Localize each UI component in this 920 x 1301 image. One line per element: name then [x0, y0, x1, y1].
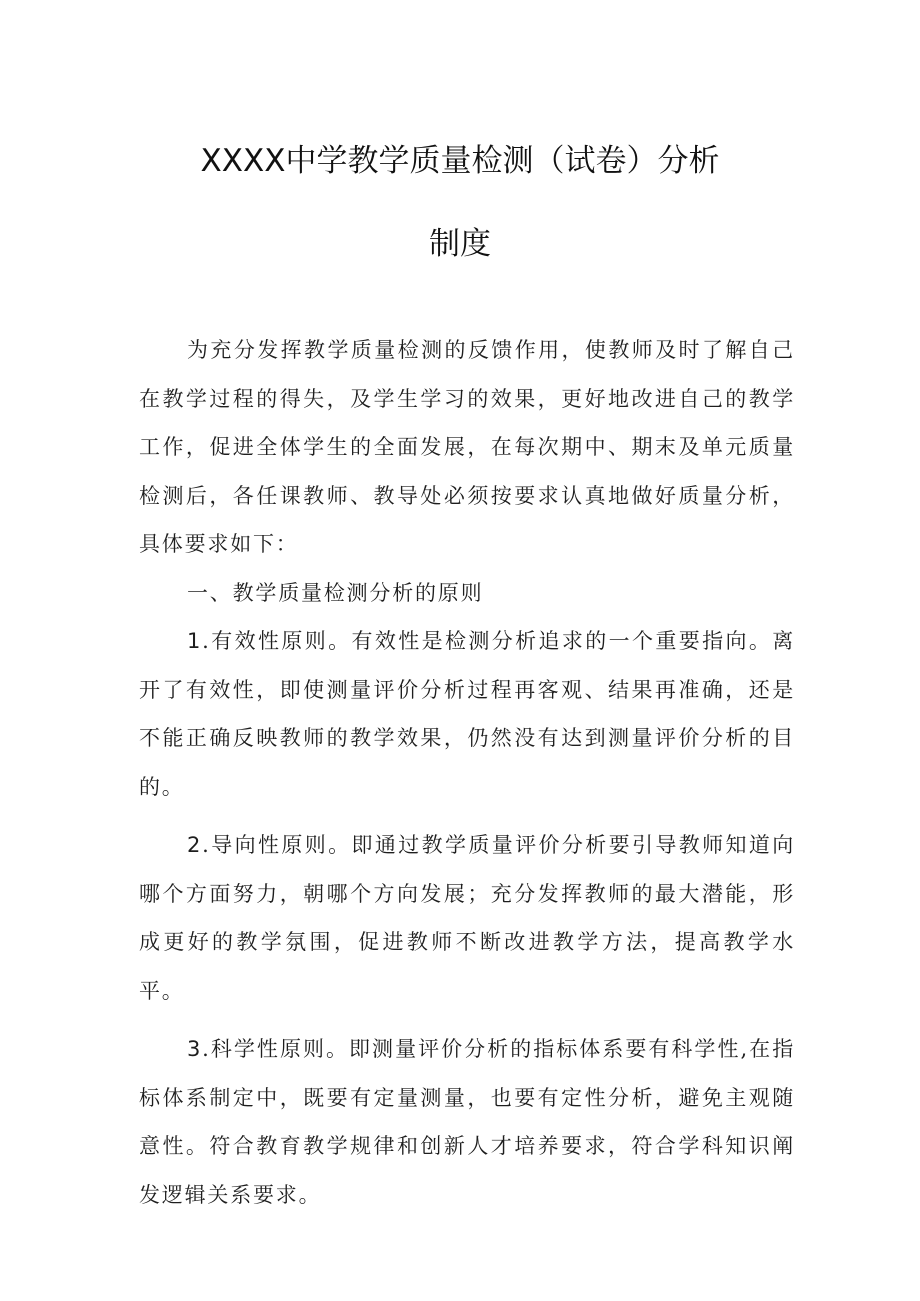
principle-number: 2	[187, 833, 203, 857]
document-title-line-2: 制度	[429, 226, 491, 262]
section-heading-principles: 一、教学质量检测分析的原则	[187, 580, 484, 605]
principle-item-2	[139, 821, 795, 1015]
principle-text: .导向性原则。即通过教学质量评价分析要引导教师知道向哪个方面努力，朝哪个方向发展；充分发挥教师的最大潜能，形成更好的教学氛围，促进教师不断改进教学方法，提高教学水平。	[139, 833, 795, 1003]
principle-number: 3	[187, 1037, 203, 1061]
document-body	[139, 326, 795, 1219]
principle-number: 1	[187, 629, 203, 653]
principle-text: .科学性原则。即测量评价分析的指标体系要有科学性,在指标体系制定中，既要有定量测量，也要有定性分析，避免主观随意性。符合教育教学规律和创新人才培养要求，符合学科知识阐发逻辑关系要求。	[139, 1037, 795, 1207]
principle-text: .有效性原则。有效性是检测分析追求的一个重要指向。离开了有效性，即使测量评价分析过程再客观、结果再准确，还是不能正确反映教师的教学效果，仍然没有达到测量评价分析的目的。	[139, 629, 795, 799]
document-title-line-1: XXXX中学教学质量检测（试卷）分析	[200, 143, 720, 179]
intro-paragraph: 为充分发挥教学质量检测的反馈作用，使教师及时了解自己在教学过程的得失，及学生学习的效果，更好地改进自己的教学工作，促进全体学生的全面发展，在每次期中、期末及单元质量检测后，各任课教师、教导处必须按要求认真地做好质量分析，具体要求如下：	[139, 338, 795, 556]
principle-item-1	[139, 617, 795, 811]
principle-item-3	[139, 1025, 795, 1219]
